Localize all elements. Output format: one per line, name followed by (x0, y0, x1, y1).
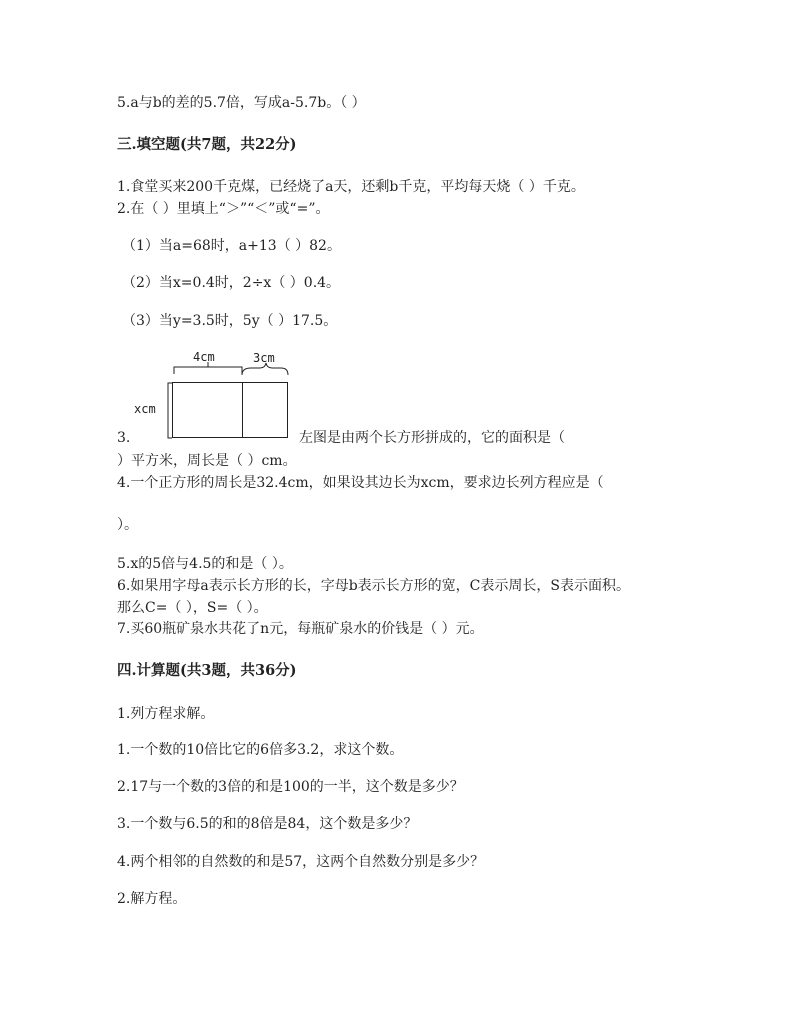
fill-question-2-part-3: （3）当y=3.5时，5y（ ）17.5。 (122, 313, 338, 329)
fill-question-7: 7.买60瓶矿泉水共花了n元，每瓶矿泉水的价钱是（ ）元。 (117, 621, 484, 637)
fill-question-2: 2.在（ ）里填上“＞”“＜”或“=”。 (117, 201, 330, 217)
calc-question-1-part-4: 4.两个相邻的自然数的和是57，这两个自然数分别是多少？ (117, 854, 485, 870)
fill-question-5: 5.x的5倍与4.5的和是（ ）。 (117, 556, 293, 572)
rectangles-figure (131, 347, 299, 447)
fill-question-1: 1.食堂买来200千克煤，已经烧了a天，还剩b千克，平均每天烧（ ）千克。 (117, 179, 585, 195)
item-5-judgement: 5.a与b的差的5.7倍，写成a-5.7b。（ ） (117, 95, 366, 111)
calc-question-1-part-1: 1.一个数的10倍比它的6倍多3.2，求这个数。 (117, 742, 404, 758)
fill-question-2-part-2: （2）当x=0.4时，2÷x（ ）0.4。 (122, 275, 341, 291)
section-4-heading: 四.计算题(共3题，共36分) (117, 662, 297, 679)
calc-question-2: 2.解方程。 (117, 891, 187, 907)
fill-question-6-continued: 那么C=（ ），S=（ ）。 (117, 600, 268, 616)
calc-question-1: 1.列方程求解。 (117, 706, 215, 722)
fill-question-2-part-1: （1）当a=68时，a+13（ ）82。 (122, 238, 341, 254)
fill-question-4-continued: ）。 (117, 517, 138, 533)
fill-question-3-continued: ）平方米，周长是（ ）cm。 (117, 453, 297, 469)
fill-question-6: 6.如果用字母a表示长方形的长，字母b表示长方形的宽，C表示周长，S表示面积。 (117, 578, 630, 594)
calc-question-1-part-2: 2.17与一个数的3倍的和是100的一半，这个数是多少？ (117, 779, 464, 795)
fill-question-3-number: 3. (117, 430, 131, 446)
fill-question-4: 4.一个正方形的周长是32.4cm，如果设其边长为xcm，要求边长列方程应是（ (117, 475, 604, 491)
calc-question-1-part-3: 3.一个数与6.5的和的8倍是84，这个数是多少？ (117, 816, 418, 832)
fill-question-3: 左图是由两个长方形拼成的，它的面积是（ (299, 430, 565, 446)
figure-label-3cm: 3cm (253, 351, 275, 365)
section-3-heading: 三.填空题(共7题，共22分) (117, 136, 297, 153)
figure-label-xcm: xcm (134, 402, 156, 416)
figure-label-4cm: 4cm (193, 350, 215, 364)
